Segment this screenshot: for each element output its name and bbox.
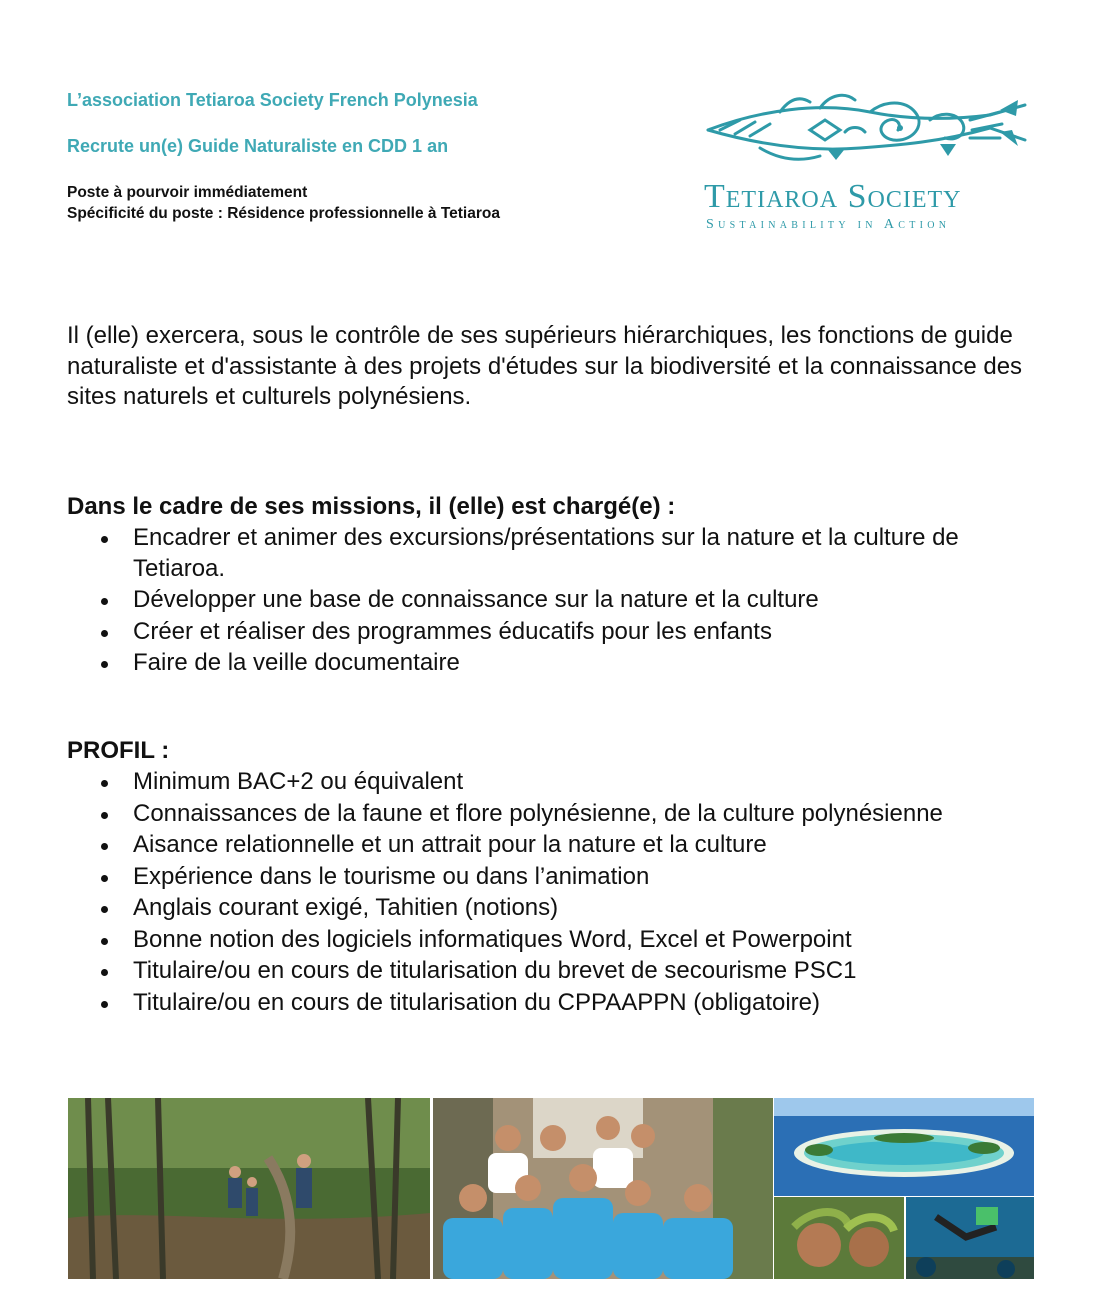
bullet-icon — [101, 812, 108, 819]
logo-name: Tetiaroa Society — [704, 178, 962, 215]
list-item: Anglais courant exigé, Tahitien (notions) — [67, 893, 1042, 924]
fish-emblem-icon — [700, 90, 1035, 180]
list-item: Expérience dans le tourisme ou dans l’animation — [67, 862, 1042, 893]
list-item: Titulaire/ou en cours de titularisation du CPPAAPPN (obligatoire) — [67, 988, 1042, 1019]
missions-list — [67, 523, 1042, 680]
list-item: Créer et réaliser des programmes éducatifs pour les enfants — [67, 617, 1042, 648]
atoll-aerial-photo — [774, 1098, 1034, 1196]
bullet-icon — [101, 906, 108, 913]
team-group-photo — [433, 1098, 773, 1279]
intro-paragraph: Il (elle) exercera, sous le contrôle de ses supérieurs hiérarchiques, les fonctions de guide naturaliste et d'assistante à des projets d'études sur la biodiversité et la connaissance des sites naturels et culturels polynésiens. — [67, 322, 1023, 410]
profil-heading: PROFIL : — [67, 737, 170, 764]
list-item: Aisance relationnelle et un attrait pour la nature et la culture — [67, 830, 1042, 861]
bullet-icon — [101, 598, 108, 605]
bullet-icon — [101, 661, 108, 668]
profil-list — [67, 767, 1042, 1019]
organization-heading: L’association Tetiaroa Society French Polynesia — [67, 90, 478, 110]
bullet-icon — [101, 780, 108, 787]
list-item: Bonne notion des logiciels informatiques Word, Excel et Powerpoint — [67, 925, 1042, 956]
list-item: Développer une base de connaissance sur la nature et la culture — [67, 585, 1042, 616]
list-item: Minimum BAC+2 ou équivalent — [67, 767, 1042, 798]
bullet-icon — [101, 875, 108, 882]
list-item: Titulaire/ou en cours de titularisation du brevet de secourisme PSC1 — [67, 956, 1042, 987]
tetiaroa-society-logo — [700, 90, 1035, 240]
job-title-heading: Recrute un(e) Guide Naturaliste en CDD 1 an — [67, 136, 449, 156]
cultural-portrait-photo — [774, 1197, 904, 1279]
bullet-icon — [101, 938, 108, 945]
diver-underwater-photo — [906, 1197, 1034, 1279]
photo-collage — [68, 1098, 1034, 1279]
list-item: Connaissances de la faune et flore polynésienne, de la culture polynésienne — [67, 799, 1042, 830]
job-details — [67, 182, 537, 224]
job-detail-residence: Spécificité du poste : Résidence professionnelle à Tetiaroa — [67, 205, 500, 222]
forest-hike-photo — [68, 1098, 430, 1279]
job-detail-availability: Poste à pourvoir immédiatement — [67, 184, 308, 201]
bullet-icon — [101, 1001, 108, 1008]
bullet-icon — [101, 843, 108, 850]
missions-heading: Dans le cadre de ses missions, il (elle) est chargé(e) : — [67, 493, 676, 520]
bullet-icon — [101, 536, 108, 543]
list-item: Encadrer et animer des excursions/présentations sur la nature et la culture de Tetiaroa. — [67, 523, 1042, 584]
logo-tagline: Sustainability in Action — [706, 217, 951, 232]
bullet-icon — [101, 969, 108, 976]
list-item: Faire de la veille documentaire — [67, 648, 1042, 679]
bullet-icon — [101, 630, 108, 637]
